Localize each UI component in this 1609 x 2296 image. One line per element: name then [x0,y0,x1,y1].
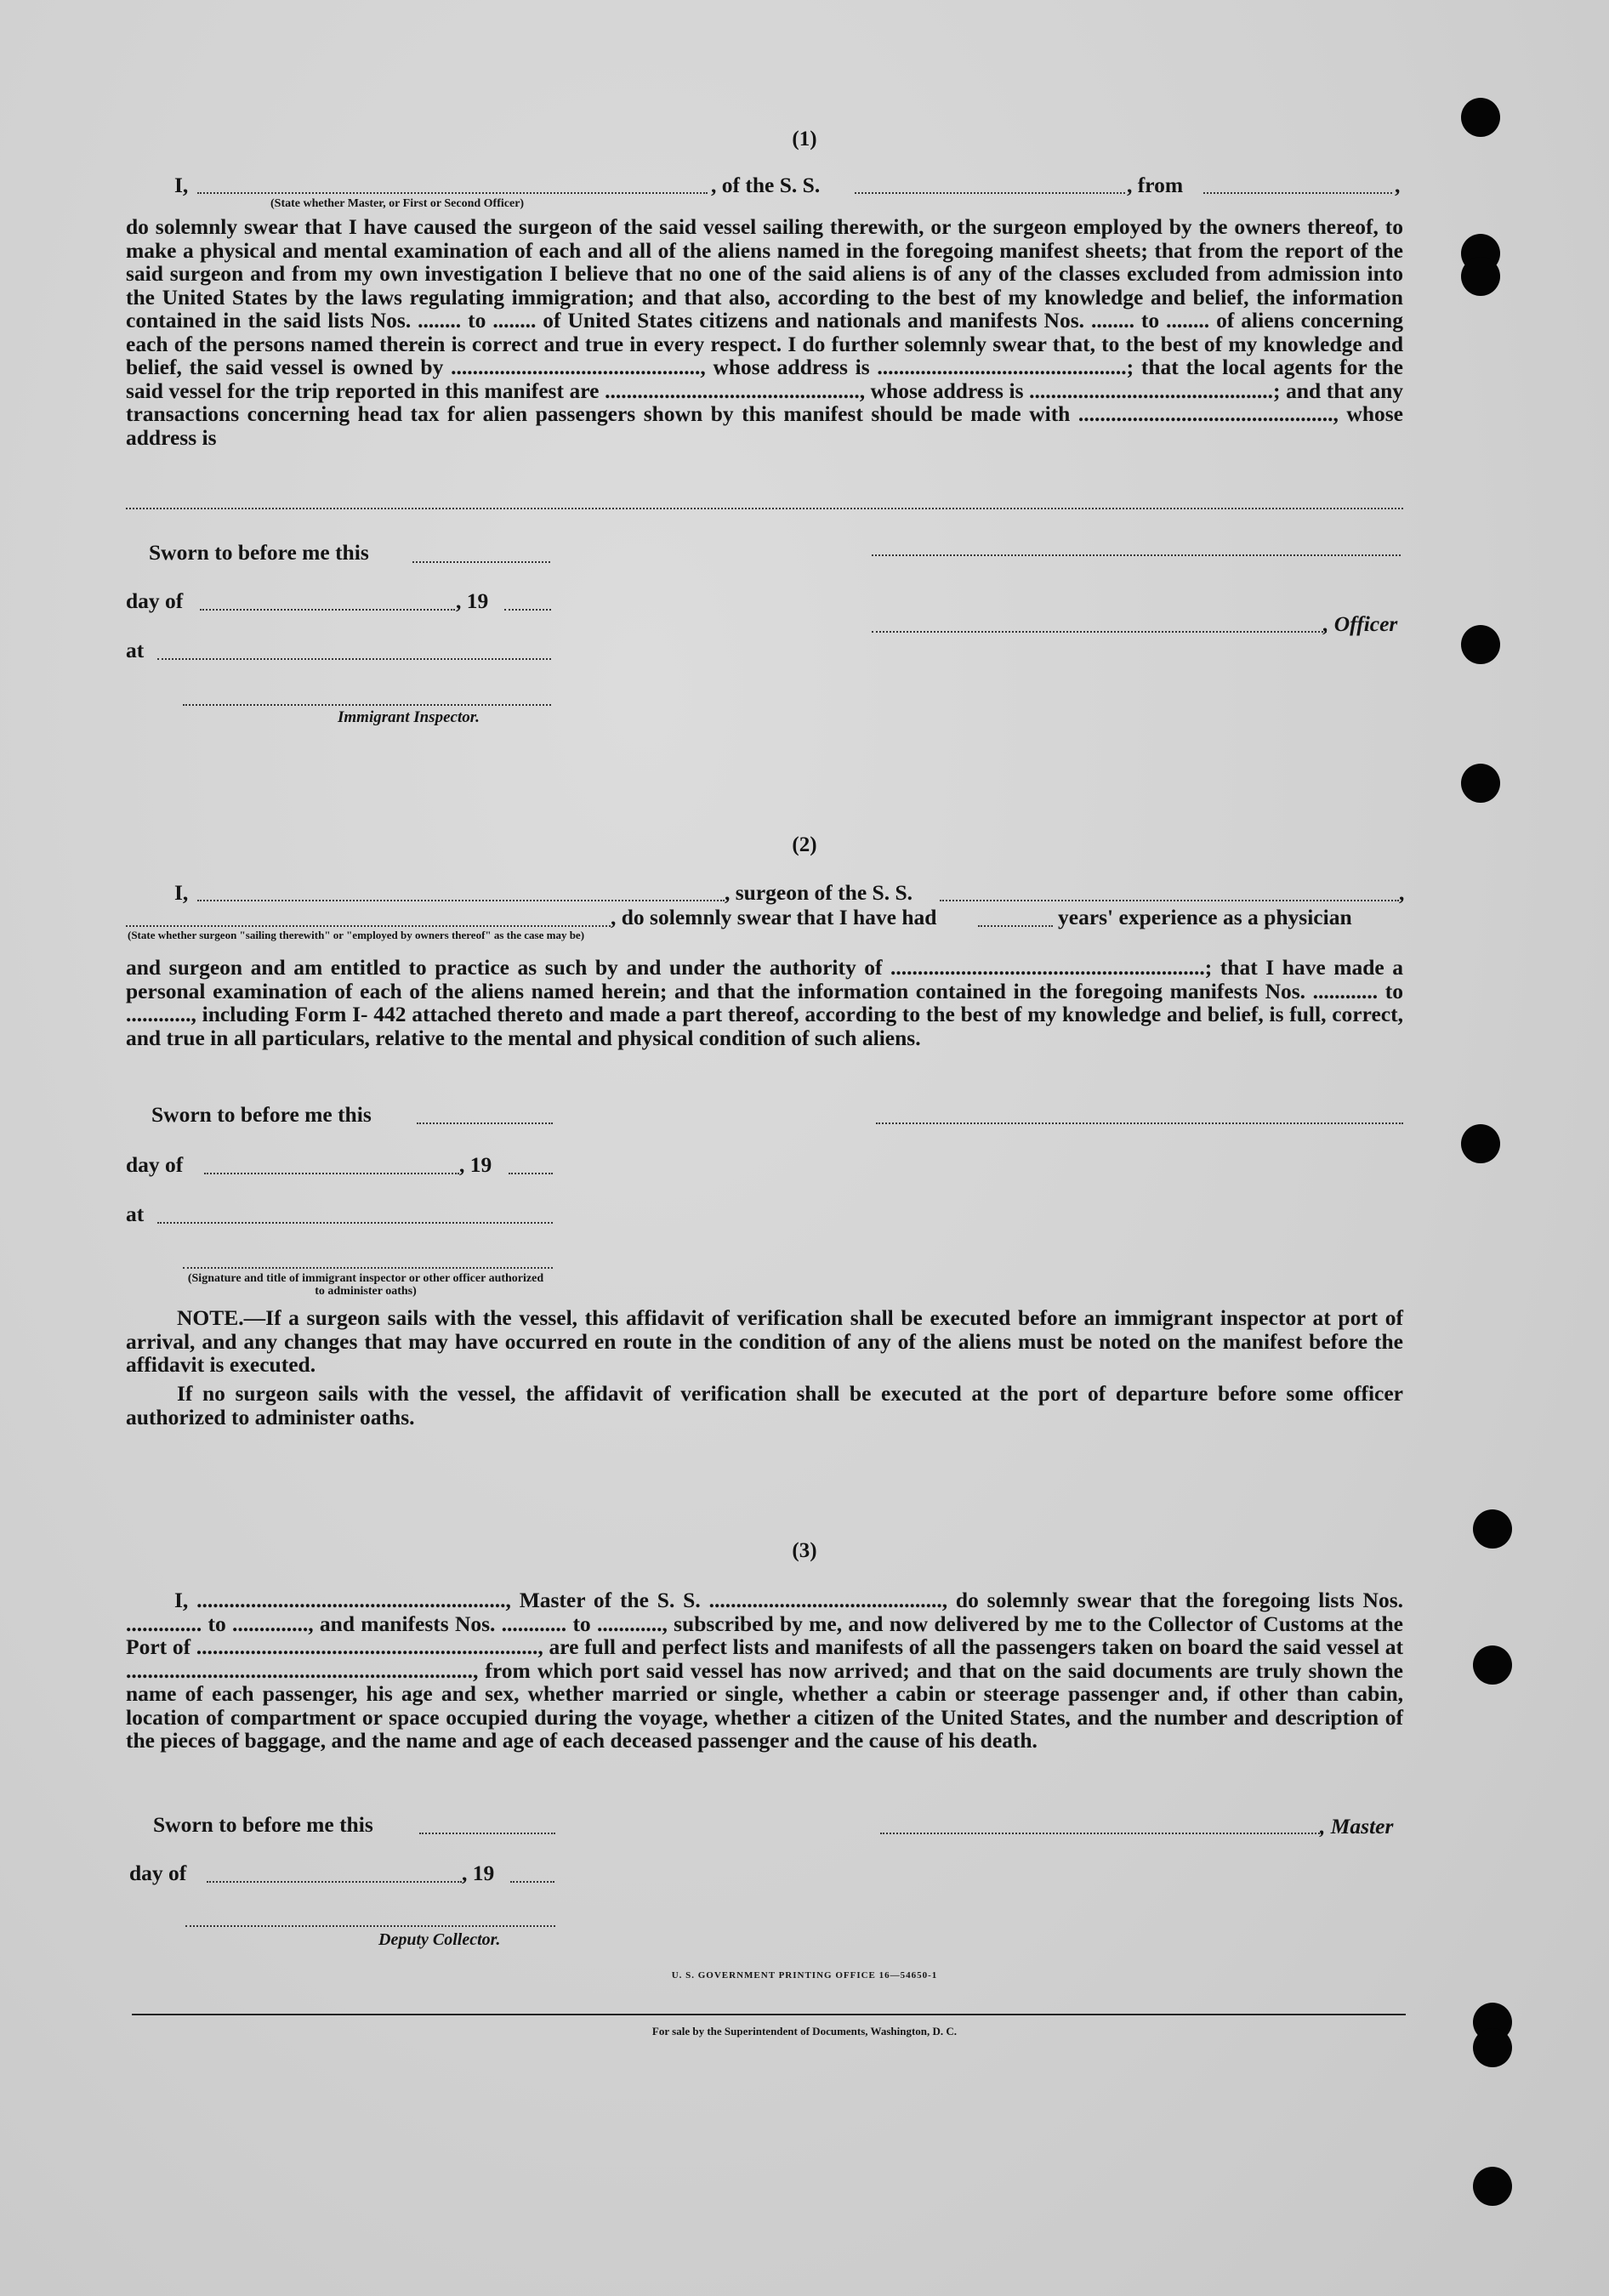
vessel-name-field[interactable] [855,192,1125,194]
s2-year-field[interactable] [509,1173,553,1174]
s1-year-field[interactable] [504,609,551,611]
s1-sworn-date-field[interactable] [412,561,550,563]
master-signature-line[interactable] [880,1833,1322,1834]
section-1-oath-text: do solemnly swear that I have caused the surgeon of the said vessel sailing therewith, or the surgeon employed by the owners thereof, to make a physical and mental examination of each and all of the aliens named in the foregoing manifest sheets; that from the report of the said surgeon and from my own investigation I believe that no one of the said aliens is of any of the classes excluded from admission into the United States by the laws regulating immigration; and that also, according to the best of my knowledge and belief, the information contained in the said lists Nos. ........ to ........ of United States citizens and nationals and manifests Nos. ........ to ........ of aliens concerning each of the persons named therein is correct and true in every respect. I do further solemnly swear that, to the best of my knowledge and belief, the said vessel is owned by .............................................., whose address is ..............................................; that the local agents for the said vessel for the trip reported in this manifest are ..............................................., whose address is .............................................; and that any transactions concerning head tax for alien passengers shown by this manifest should be made with ..............................................., whose address is [126,214,1403,450]
section-2-number: (2) [792,833,817,856]
s1-inspector-signature-line[interactable] [183,704,551,706]
section-1-number: (1) [792,128,817,151]
s1-at-label: at [126,638,145,662]
s1-year-label: , 19 [456,588,489,613]
s3-year-label: , 19 [462,1861,495,1885]
master-label: , Master [1320,1814,1394,1839]
binder-hole [1461,764,1500,803]
binder-hole [1461,257,1500,296]
s1-day-of-label: day of [126,588,184,613]
surgeon-status-field[interactable] [126,925,611,927]
s2-year-label: , 19 [459,1152,492,1177]
s2-at-field[interactable] [157,1222,553,1224]
s3-day-of-label: day of [129,1861,187,1885]
s3-sworn-date-field[interactable] [419,1833,555,1834]
line1-comma: , [1395,173,1401,197]
section-3-number: (3) [792,1539,817,1562]
printing-office-line: U. S. GOVERNMENT PRINTING OFFICE 16—54650-1 [671,1970,938,1981]
immigrant-inspector-label: Immigrant Inspector. [338,708,480,726]
signature-title-caption: (Signature and title of immigrant inspector or other officer authorized to administer oaths) [187,1272,544,1298]
s3-sworn-label: Sworn to before me this [153,1812,373,1837]
officer-rank-field[interactable] [197,192,708,194]
s3-year-field[interactable] [510,1881,554,1883]
officer-rank-caption: (State whether Master, or First or Second Officer) [270,197,525,210]
from-port-field[interactable] [1203,192,1392,194]
address-continuation-field[interactable] [126,508,1403,509]
binder-hole [1473,2167,1512,2206]
for-sale-line: For sale by the Superintendent of Documents, Washington, D. C. [651,2025,958,2037]
s2-inspector-signature-line[interactable] [183,1267,553,1269]
s1-at-field[interactable] [157,658,551,660]
section-3-oath-text: I, ........................................................., Master of the S. S. ..........................................., do solemnly swear that the foregoing lists Nos. .............. to .............., and manifests Nos. ............ to ............, subscribed by me, and now delivered by me to the Collector of Customs at the Port of ..............................................................., are full and perfect lists and manifests of all the passengers taken on board the said vessel at ................................................................, from which port said vessel has now arrived; and that on the said documents are truly shown the name of each passenger, his age and sex, whether married or single, whether a cabin or steerage passenger and, if other than cabin, location of compartment or space occupied during the voyage, whether a citizen of the United States, and the number and description of the pieces of baggage, and the name and age of each deceased passenger and the cause of his death. [126,1588,1403,1753]
surgeon-status-caption: (State whether surgeon "sailing therewith" or "employed by owners thereof" as the case may be) [128,929,585,941]
s2-sworn-date-field[interactable] [417,1122,553,1124]
section-1-i: I, [174,173,189,197]
solemnly-swear-label: , do solemnly swear that I have had [611,905,937,929]
s1-officer-signature-line-2[interactable] [872,631,1327,633]
note-surgeon-sails: NOTE.—If a surgeon sails with the vessel, this affidavit of verification shall be executed before an immigrant inspector at port of arrival, and any changes that may have occurred en route in the condition of any of the aliens must be noted on the manifest before the affidavit is executed. [126,1305,1403,1377]
section-2-oath-text: and surgeon and am entitled to practice as such by and under the authority of ..........................................................; that I have made a personal examination of each of the aliens named herein; and that the information contained in the foregoing manifests Nos. ............ to ............, including Form I- 442 attached thereto and made a part thereof, according to the best of my knowledge and belief, is full, correct, and true in all particulars, relative to the mental and physical condition of such aliens. [126,955,1403,1050]
s1-officer-signature-line-1[interactable] [872,554,1401,556]
binder-hole [1473,1645,1512,1685]
s1-sworn-label: Sworn to before me this [149,540,369,565]
from-label: , from [1127,173,1184,197]
footer-rule [132,2014,1406,2015]
s3-day-field[interactable] [207,1881,462,1883]
note-no-surgeon: If no surgeon sails with the vessel, the affidavit of verification shall be executed at the port of departure before some officer authorized to administer oaths. [126,1381,1403,1429]
binder-hole [1461,234,1500,273]
s2-vessel-name-field[interactable] [940,900,1399,901]
years-experience-label: years' experience as a physician [1058,905,1352,929]
binder-hole [1461,625,1500,664]
surgeon-name-field[interactable] [197,900,725,901]
years-experience-field[interactable] [978,925,1053,927]
section-2-i: I, [174,880,189,905]
s1-day-field[interactable] [200,609,455,611]
surgeon-signature-line[interactable] [876,1122,1403,1124]
s2-sworn-label: Sworn to before me this [151,1102,372,1127]
binder-hole [1461,1124,1500,1163]
collector-signature-line[interactable] [185,1925,555,1927]
surgeon-of-ss-label: , surgeon of the S. S. [725,880,913,905]
officer-label: , Officer [1323,611,1398,636]
s2-at-label: at [126,1202,145,1226]
s2-day-field[interactable] [204,1173,459,1174]
s2-day-of-label: day of [126,1152,184,1177]
deputy-collector-label: Deputy Collector. [378,1930,501,1949]
of-ss-label: , of the S. S. [711,173,821,197]
s2-line1-comma: , [1399,880,1405,905]
